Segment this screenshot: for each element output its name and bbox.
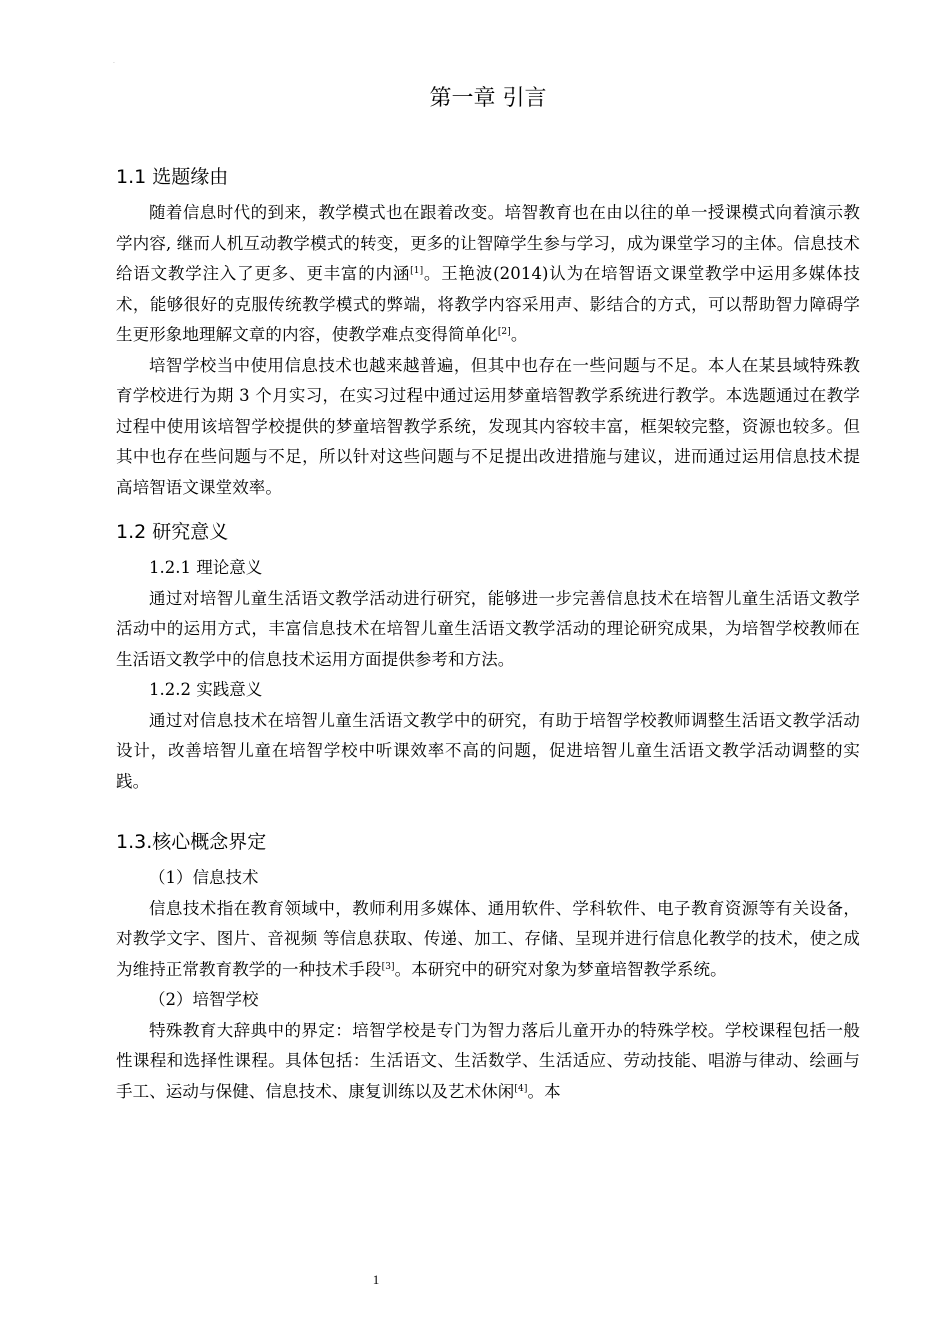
text-run: 。本研究中的研究对象为梦童培智教学系统。 bbox=[394, 959, 727, 979]
text-run: 特殊教育大辞典中的界定：培智学校是专门为智力落后儿童开办的特殊学校。学校课程包括一般性课程和选择性课程。具体包括：生活语文、生活数学、生活适应、劳动技能、唱游与律动、绘画与手工、运动与保健、信息技术、康复训练以及艺术休闲 bbox=[116, 1020, 860, 1101]
citation-ref-2[interactable]: [2] bbox=[497, 327, 511, 337]
paragraph-1-2-2: 通过对信息技术在培智儿童生活语文教学中的研究，有助于培智学校教师调整生活语文教学活动设计，改善培智儿童在培智学校中听课效率不高的问题，促进培智儿童生活语文教学活动调整的实践。 bbox=[116, 710, 860, 791]
subsection-heading-1-2-1: 1.2.1 理论意义 bbox=[149, 558, 263, 577]
paragraph-1-1-a bbox=[116, 198, 860, 351]
paragraph-1-1-b: 培智学校当中使用信息技术也越来越普遍，但其中也存在一些问题与不足。本人在某县域特殊教育学校进行为期 3 个月实习，在实习过程中通过运用梦童培智教学系统进行教学。本选题通过在教学过程中使用该培智学校提供的梦童培智教学系统，发现其内容较丰富，框架较完整，资源也较多。但其中也存在些问题与不足，所以针对这些问题与不足提出改进措施与建议，进而通过运用信息技术提高培智语文课堂效率。 bbox=[116, 355, 860, 497]
chapter-title: 第一章 引言 bbox=[429, 86, 547, 111]
text-run: 。 bbox=[510, 325, 528, 344]
text-run: 。本 bbox=[527, 1081, 561, 1101]
section-heading-1-2: 1.2 研究意义 bbox=[116, 521, 229, 543]
subsection-heading-1-2-2: 1.2.2 实践意义 bbox=[149, 680, 263, 699]
section-heading-1-1: 1.1 选题缘由 bbox=[116, 166, 229, 188]
text-run: 。王艳波(2014)认为在培智语文课堂教学中运用多媒体技术，能够很好的克服传统教学模式的弊端，将教学内容采用声、影结合的方式，可以帮助智力障碍学生更形象地理解文章的内容，使教学难点变得简单化 bbox=[116, 264, 861, 344]
citation-ref-4[interactable]: [4] bbox=[514, 1083, 528, 1094]
paragraph-1-2-1: 通过对培智儿童生活语文教学活动进行研究，能够进一步完善信息技术在培智儿童生活语文教学活动中的运用方式，丰富信息技术在培智儿童生活语文教学活动的理论研究成果，为培智学校教师在生活语文教学中的信息技术运用方面提供参考和方法。 bbox=[116, 588, 860, 669]
page-content bbox=[116, 84, 860, 1107]
section-heading-1-3: 1.3.核心概念界定 bbox=[116, 831, 267, 853]
paragraph-info-tech bbox=[116, 894, 860, 986]
paragraph-special-school bbox=[116, 1016, 860, 1108]
item-heading-info-tech: （1）信息技术 bbox=[149, 868, 259, 887]
citation-ref-1[interactable]: [1] bbox=[410, 266, 424, 276]
item-heading-special-school: （2）培智学校 bbox=[149, 990, 259, 1009]
text-run: 信息技术指在教育领域中，教师利用多媒体、通用软件、学科软件、电子教育资源等有关设备，对教学文字、图片、音视频 等信息获取、传递、加工、存储、呈现并进行信息化教学的技术，使之成为维持正常教育教学的一种技术手段 bbox=[116, 898, 860, 979]
citation-ref-3[interactable]: [3] bbox=[381, 961, 395, 972]
text-run: 随着信息时代的到来，教学模式也在跟着改变。培智教育也在由以往的单一授课模式向着演示教学内容, 继而人机互动教学模式的转变，更多的让智障学生参与学习，成为课堂学习的主体。信息技术给语文教学注入了更多、更丰富的内涵 bbox=[116, 203, 860, 283]
corner-mark: · bbox=[113, 60, 115, 67]
page-number: 1 bbox=[372, 1272, 380, 1287]
